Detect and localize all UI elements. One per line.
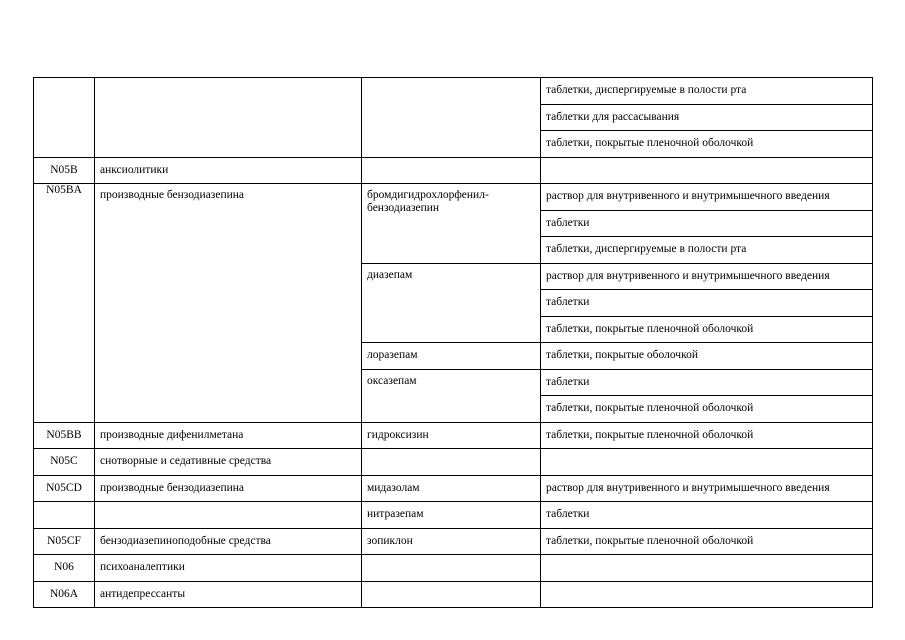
table-row bbox=[34, 449, 873, 476]
drug-name-cell: гидроксизин bbox=[362, 422, 541, 449]
group-name-cell: анксиолитики bbox=[95, 157, 362, 184]
dosage-form-cell: таблетки bbox=[541, 290, 873, 317]
drug-name-cell: зопиклон bbox=[362, 528, 541, 555]
atc-code-cell: N05CF bbox=[34, 528, 95, 555]
atc-code-cell bbox=[34, 502, 95, 529]
dosage-form-cell: таблетки, покрытые пленочной оболочкой bbox=[541, 131, 873, 158]
drug-name-cell bbox=[362, 555, 541, 582]
dosage-form-cell: раствор для внутривенного и внутримышечного введения bbox=[541, 263, 873, 290]
group-name-cell: производные бензодиазепина bbox=[95, 475, 362, 502]
drug-name-cell bbox=[362, 78, 541, 158]
table-row bbox=[34, 581, 873, 608]
drug-name-cell bbox=[362, 157, 541, 184]
dosage-form-cell: таблетки bbox=[541, 502, 873, 529]
table-row bbox=[34, 475, 873, 502]
table-row bbox=[34, 422, 873, 449]
drug-name-cell: бромдигидрохлорфенил-бензодиазепин bbox=[362, 184, 541, 264]
dosage-form-cell bbox=[541, 157, 873, 184]
drug-classification-table bbox=[33, 77, 873, 608]
table-row bbox=[34, 184, 873, 211]
atc-code-cell: N05B bbox=[34, 157, 95, 184]
drug-name-cell bbox=[362, 449, 541, 476]
atc-code-cell bbox=[34, 78, 95, 158]
table-row bbox=[34, 78, 873, 105]
table-row bbox=[34, 502, 873, 529]
drug-name-cell bbox=[362, 581, 541, 608]
atc-code-cell: N05BB bbox=[34, 422, 95, 449]
group-name-cell: антидепрессанты bbox=[95, 581, 362, 608]
group-name-cell bbox=[95, 78, 362, 158]
group-name-cell: снотворные и седативные средства bbox=[95, 449, 362, 476]
dosage-form-cell: таблетки, покрытые пленочной оболочкой bbox=[541, 396, 873, 423]
group-name-cell: производные дифенилметана bbox=[95, 422, 362, 449]
dosage-form-cell bbox=[541, 555, 873, 582]
dosage-form-cell: таблетки, покрытые пленочной оболочкой bbox=[541, 422, 873, 449]
dosage-form-cell bbox=[541, 449, 873, 476]
drug-name-cell: мидазолам bbox=[362, 475, 541, 502]
atc-code-cell: N05BA bbox=[34, 184, 95, 423]
group-name-cell: бензодиазепиноподобные средства bbox=[95, 528, 362, 555]
table-row bbox=[34, 528, 873, 555]
drug-name-cell: лоразепам bbox=[362, 343, 541, 370]
atc-code-cell: N06 bbox=[34, 555, 95, 582]
dosage-form-cell: таблетки, диспергируемые в полости рта bbox=[541, 237, 873, 264]
atc-code-cell: N05CD bbox=[34, 475, 95, 502]
dosage-form-cell: таблетки, покрытые пленочной оболочкой bbox=[541, 316, 873, 343]
dosage-form-cell: раствор для внутривенного и внутримышечного введения bbox=[541, 184, 873, 211]
group-name-cell bbox=[95, 502, 362, 529]
atc-code-cell: N06A bbox=[34, 581, 95, 608]
dosage-form-cell: таблетки bbox=[541, 210, 873, 237]
dosage-form-cell: таблетки, покрытые оболочкой bbox=[541, 343, 873, 370]
table-row bbox=[34, 157, 873, 184]
drug-name-cell: диазепам bbox=[362, 263, 541, 343]
drug-name-cell: нитразепам bbox=[362, 502, 541, 529]
atc-code-cell: N05C bbox=[34, 449, 95, 476]
dosage-form-cell: таблетки, покрытые пленочной оболочкой bbox=[541, 528, 873, 555]
group-name-cell: производные бензодиазепина bbox=[95, 184, 362, 423]
dosage-form-cell: таблетки для рассасывания bbox=[541, 104, 873, 131]
dosage-form-cell: таблетки, диспергируемые в полости рта bbox=[541, 78, 873, 105]
group-name-cell: психоаналептики bbox=[95, 555, 362, 582]
table-row bbox=[34, 555, 873, 582]
dosage-form-cell: раствор для внутривенного и внутримышечного введения bbox=[541, 475, 873, 502]
drug-name-cell: оксазепам bbox=[362, 369, 541, 422]
dosage-form-cell bbox=[541, 581, 873, 608]
dosage-form-cell: таблетки bbox=[541, 369, 873, 396]
